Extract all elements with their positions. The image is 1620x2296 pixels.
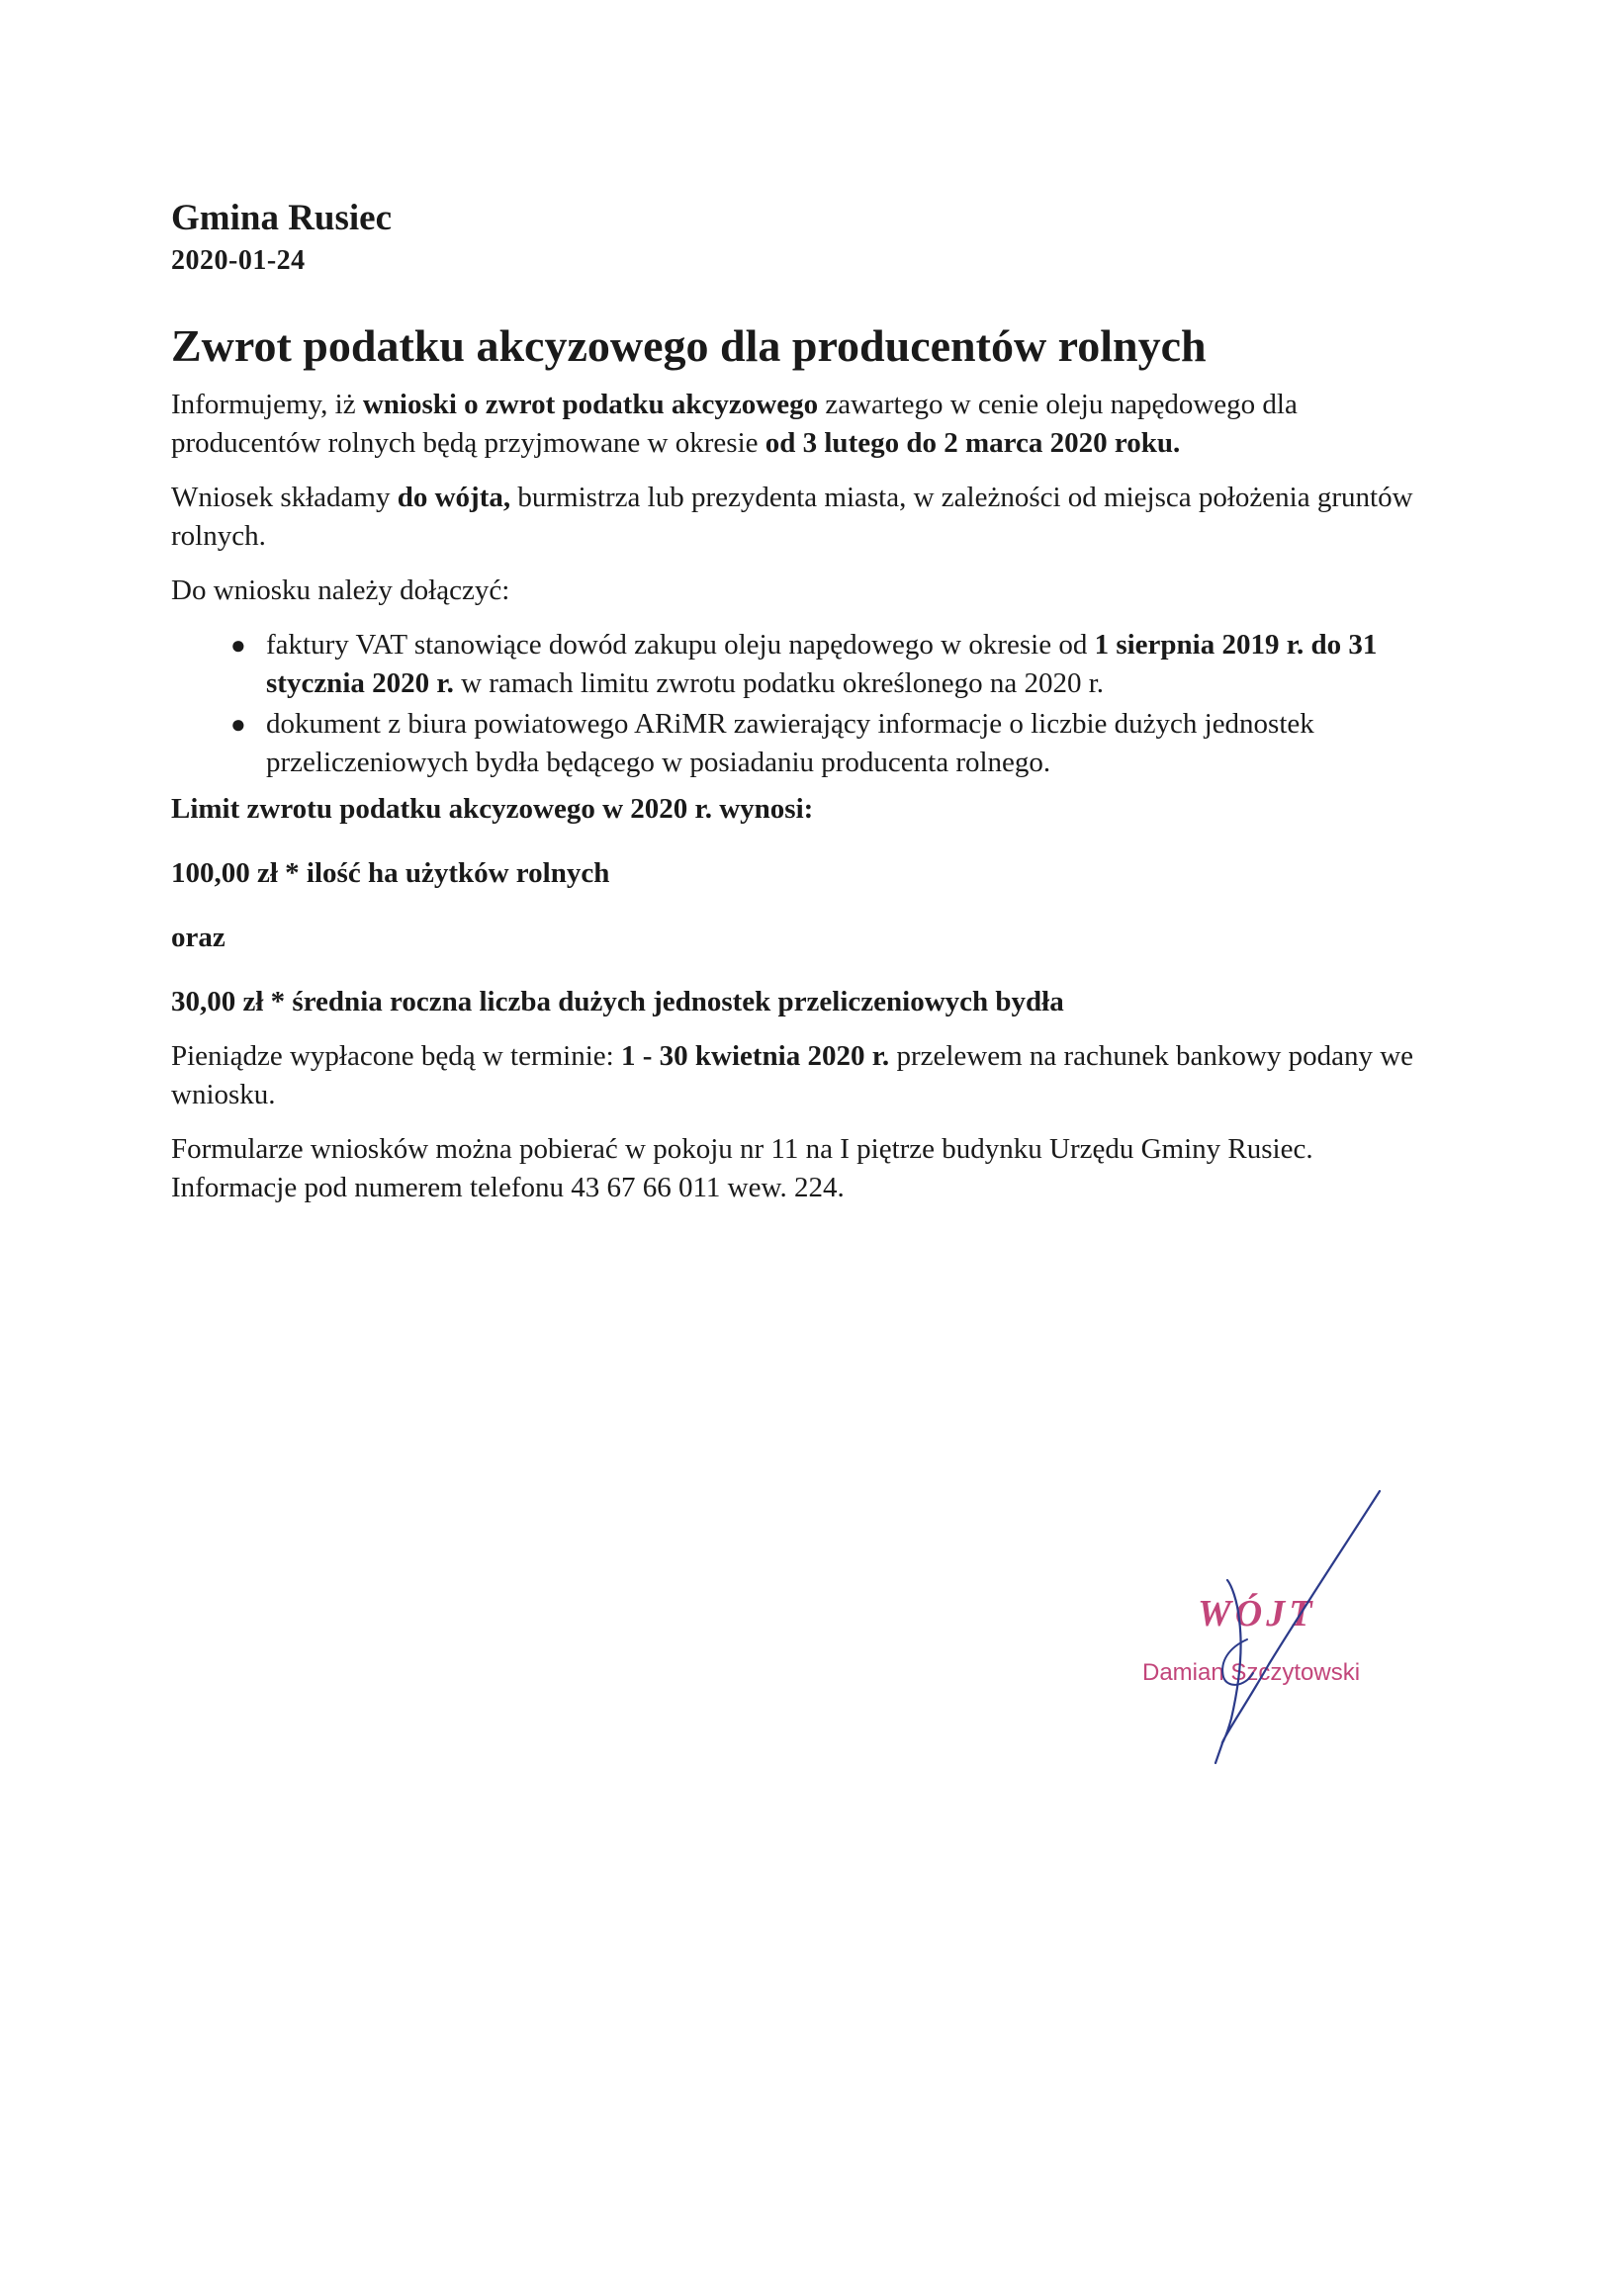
list-item: [171, 705, 1437, 782]
list-item-bold-text: 1 sierpnia 2019 r. do 31 stycznia 2020 r.: [266, 629, 1378, 699]
limit-or: oraz: [171, 922, 225, 953]
attachments-intro: Do wniosku należy dołączyć:: [171, 574, 510, 606]
intro-period: od 3 lutego do 2 marca 2020 roku.: [765, 427, 1181, 459]
payment-text-2: przelewem na rachunek bankowy podany we wniosku.: [171, 1040, 1414, 1110]
list-item-text: dokument z biura powiatowego ARiMR zawierający informacje o liczbie dużych jednostek przeliczeniowych bydła będącego w posiadaniu producenta rolnego.: [266, 708, 1314, 778]
list-item-text-2: w ramach limitu zwrotu podatku określonego na 2020 r.: [453, 667, 1105, 699]
municipality-name: Gmina Rusiec: [171, 198, 393, 238]
payment-text: Pieniądze wypłacone będą w terminie:: [171, 1040, 621, 1072]
limit-line-hectares: 100,00 zł * ilość ha użytków rolnych: [171, 857, 610, 889]
signature-stamp-title: WÓJT: [1198, 1593, 1316, 1634]
bullet-icon: ●: [230, 710, 246, 739]
submit-paragraph: [171, 479, 1437, 556]
intro-text: Informujemy, iż: [171, 389, 363, 420]
list-item: [171, 626, 1437, 703]
intro-text-2: zawartego w cenie oleju napędowego dla producentów rolnych będą przyjmowane w okresie: [171, 389, 1298, 459]
bullet-icon: ●: [230, 631, 246, 660]
document-date: 2020-01-24: [171, 245, 306, 276]
payment-paragraph: [171, 1037, 1437, 1114]
intro-bold-text: wnioski o zwrot podatku akcyzowego: [362, 389, 819, 420]
intro-paragraph: [171, 386, 1437, 463]
limit-line-cattle: 30,00 zł * średnia roczna liczba dużych jednostek przeliczeniowych bydła: [171, 986, 1064, 1017]
signature-stamp-name: Damian Szczytowski: [1142, 1659, 1361, 1686]
handwritten-signature: [1121, 1481, 1437, 1768]
submit-text: Wniosek składamy: [171, 482, 398, 513]
limit-heading: Limit zwrotu podatku akcyzowego w 2020 r. wynosi:: [171, 793, 814, 825]
signature-block: [1121, 1481, 1437, 1768]
payment-period: 1 - 30 kwietnia 2020 r.: [620, 1040, 890, 1072]
document-title: Zwrot podatku akcyzowego dla producentów rolnych: [171, 320, 1207, 371]
submit-text-2: burmistrza lub prezydenta miasta, w zależności od miejsca położenia gruntów rolnych.: [171, 482, 1413, 552]
document-body: [171, 196, 1437, 1686]
attachments-list: [171, 626, 1437, 782]
list-item-text: faktury VAT stanowiące dowód zakupu oleju napędowego w okresie od: [266, 629, 1095, 661]
forms-paragraph: Formularze wniosków można pobierać w pokoju nr 11 na I piętrze budynku Urzędu Gminy Rusiec. Informacje pod numerem telefonu 43 67 66 011 wew. 224.: [171, 1133, 1313, 1203]
submit-bold-text: do wójta,: [397, 482, 511, 513]
